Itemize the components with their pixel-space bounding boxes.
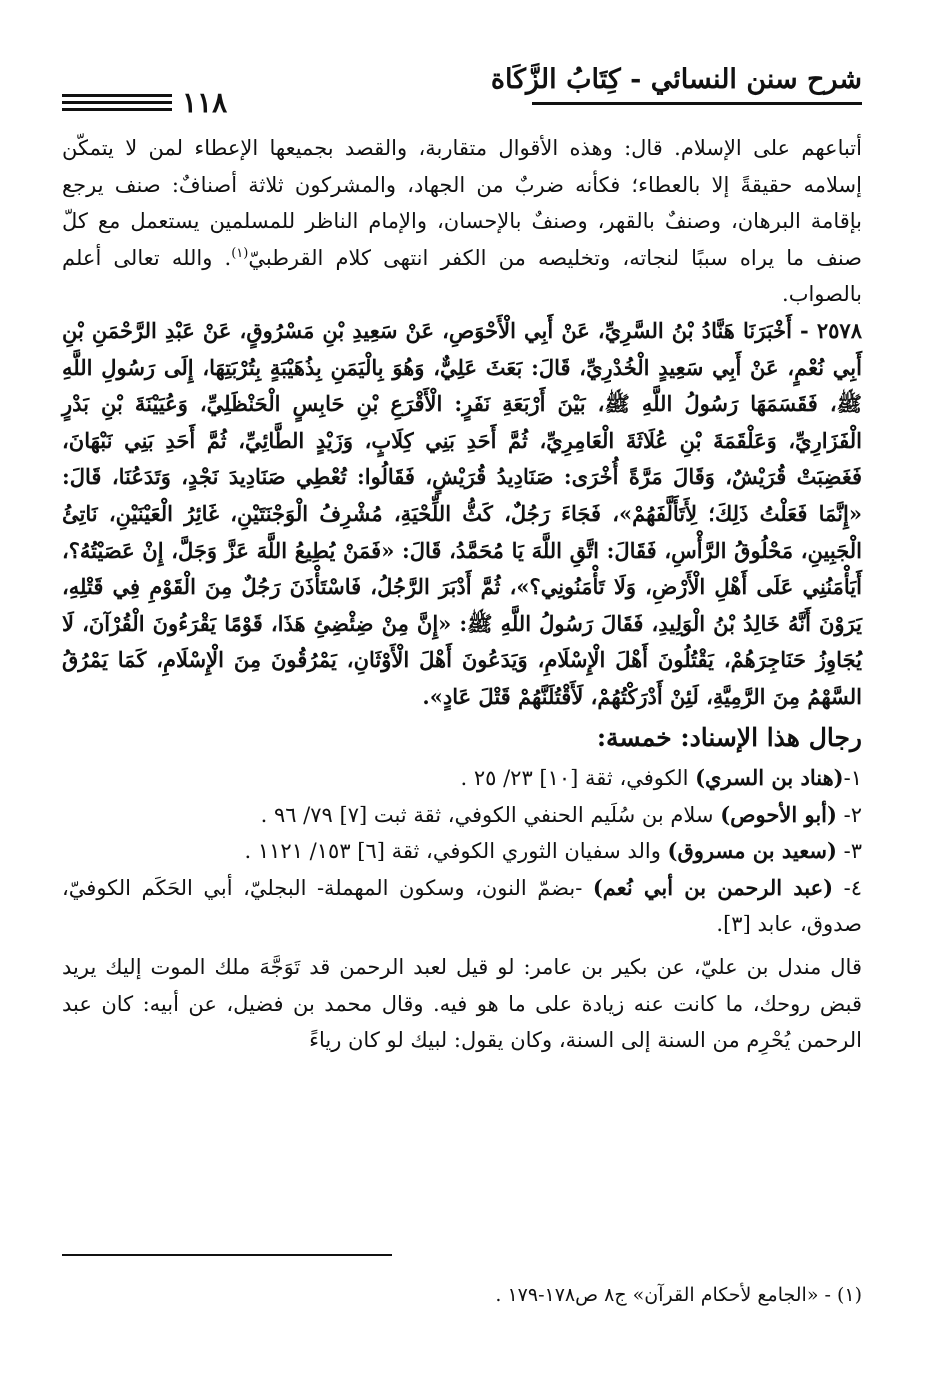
page-body <box>62 130 862 1059</box>
hadith-text: ٢٥٧٨ - أَخْبَرَنَا هَنَّادُ بْنُ السَّرِيِّ، عَنْ أَبِي الْأَحْوَصِ، عَنْ سَعِيدِ بْنِ مَسْرُوقٍ، عَنْ عَبْدِ الرَّحْمَنِ بْنِ أَبِي نُعْمٍ، عَنْ أَبِي سَعِيدٍ الْخُدْرِيِّ، قَالَ: بَعَثَ عَلِيٌّ، وَهُوَ بِالْيَمَنِ بِذُهَيْبَةٍ بِتُرْبَتِهَا، إِلَى رَسُولِ اللَّهِ ﷺ، فَقَسَمَهَا رَسُولُ اللَّهِ ﷺ، بَيْنَ أَرْبَعَةِ نَفَرٍ: الْأَقْرَعِ بْنِ حَابِسٍ الْحَنْظَلِيِّ، وَعُيَيْنَةَ بْنِ بَدْرٍ الْفَزَارِيِّ، وَعَلْقَمَةَ بْنِ عُلَاثَةَ الْعَامِرِيِّ، ثُمَّ أَحَدِ بَنِي كِلَابٍ، وَزَيْدٍ الطَّائِيِّ، ثُمَّ أَحَدِ بَنِي نَبْهَانَ، فَغَضِبَتْ قُرَيْشٌ، وَقَالَ مَرَّةً أُخْرَى: صَنَادِيدُ قُرَيْشٍ، فَقَالُوا: تُعْطِي صَنَادِيدَ نَجْدٍ، وَتَدَعُنَا، قَالَ: «إِنَّمَا فَعَلْتُ ذَلِكَ؛ لِأَتَأَلَّفَهُمْ»، فَجَاءَ رَجُلٌ، كَثُّ اللِّحْيَةِ، مُشْرِفُ الْوَجْنَتَيْنِ، غَائِرُ الْعَيْنَيْنِ، نَاتِئُ الْجَبِينِ، مَحْلُوقُ الرَّأْسِ، فَقَالَ: اتَّقِ اللَّهَ يَا مُحَمَّدُ، قَالَ: «فَمَنْ يُطِيعُ اللَّهَ عَزَّ وَجَلَّ، إِنْ عَصَيْتُهُ؟، أَيَأْمَنُنِي عَلَى أَهْلِ الْأَرْضِ، وَلَا تَأْمَنُونِي؟»، ثُمَّ أَدْبَرَ الرَّجُلُ، فَاسْتَأْذَنَ رَجُلٌ مِنَ الْقَوْمِ فِي قَتْلِهِ، يَرَوْنَ أَنَّهُ خَالِدُ بْنُ الْوَلِيدِ، فَقَالَ رَسُولُ اللَّهِ ﷺ: «إِنَّ مِنْ ضِئْضِئِ هَذَا، قَوْمًا يَقْرَءُونَ الْقُرْآنَ، لَا يُجَاوِزُ حَنَاجِرَهُمْ، يَقْتُلُونَ أَهْلَ الْإِسْلَامِ، وَيَدَعُونَ أَهْلَ الْأَوْثَانِ، يَمْرُقُونَ مِنَ الْإِسْلَامِ، كَمَا يَمْرُقُ السَّهْمُ مِنَ الرَّمِيَّةِ، لَئِنْ أَدْرَكْتُهُمْ، لَأَقْتُلَنَّهُمْ قَتْلَ عَادٍ». <box>62 317 862 709</box>
narrator-item <box>62 797 862 834</box>
narrator-name: (هناد بن السري) <box>695 765 844 791</box>
footnote-reference[interactable]: (١) <box>231 245 249 261</box>
commentary-closing: . والله تعالى أعلم بالصواب. <box>62 245 862 307</box>
book-title: شرح سنن النسائي - كِتَابُ الزَّكَاة <box>490 64 862 95</box>
narrator-name: (عبد الرحمن بن أبي نُعم) <box>592 874 834 900</box>
commentary-paragraph <box>62 130 862 313</box>
narrator-name: (سعيد بن مسروق) <box>667 838 837 864</box>
header-triple-rule-top <box>62 94 172 97</box>
narrator-item <box>62 833 862 870</box>
narrator-number: ٢- <box>836 802 862 827</box>
narrator-number: ١- <box>843 766 862 791</box>
footnote-rule <box>62 1254 392 1256</box>
header-triple-rule-middle <box>62 101 172 104</box>
narrator-details: الكوفي، ثقة [١٠] ٢٣/ ٢٥ . <box>460 766 696 791</box>
header-triple-rule-bottom <box>62 108 172 111</box>
narrator-item <box>62 870 862 943</box>
narrator-name: (أبو الأحوص) <box>720 801 837 827</box>
narrator-details: والد سفيان الثوري الكوفي، ثقة [٦] ١٥٣/ ١١٢١ . <box>244 839 668 864</box>
header-rule <box>532 102 862 105</box>
page-header <box>62 58 862 118</box>
narrator-number: ٣- <box>836 839 862 864</box>
page-number: ١١٨ <box>182 86 228 119</box>
narrator-number: ٤- <box>833 875 862 900</box>
biography-paragraph: قال مندل بن عليّ، عن بكير بن عامر: لو قيل لعبد الرحمن قد تَوَجَّهَ ملك الموت إليك يريد قبض روحك، ما كانت عنه زيادة على ما هو فيه. وقال محمد بن فضيل، عن أبيه: كان عبد الرحمن يُحْرِم من السنة إلى السنة، وكان يقول: لبيك لو كان رياءً <box>62 955 862 1053</box>
narrator-item <box>62 760 862 797</box>
footnote: (١) - «الجامع لأحكام القرآن» ج٨ ص١٧٨-١٧٩ . <box>495 1284 862 1306</box>
narrator-details: -بضمّ النون، وسكون المهملة- البجليّ، أبي الحَكَم الكوفيّ، صدوق، عابد [٣]. <box>62 875 862 937</box>
commentary-text: أتباعهم على الإسلام. قال: وهذه الأقوال متقاربة، والقصد بجميعها الإعطاء لمن لا يتمكّن إسلامه حقيقةً إلا بالعطاء؛ فكأنه ضربٌ من الجهاد، والمشركون ثلاثة أصنافٌ: صنف يرجع بإقامة البرهان، وصنفٌ بالقهر، وصنفٌ بالإحسان، والإمام الناظر للمسلمين يستعمل مع كلّ صنف ما يراه سببًا لنجاته، وتخليصه من الكفر انتهى كلام القرطبيّ <box>62 136 862 270</box>
section-heading: رجال هذا الإسناد: خمسة: <box>596 722 862 752</box>
narrator-details: سلام بن سُلَيم الحنفي الكوفي، ثقة ثبت [٧] ٧٩/ ٩٦ . <box>260 802 721 827</box>
